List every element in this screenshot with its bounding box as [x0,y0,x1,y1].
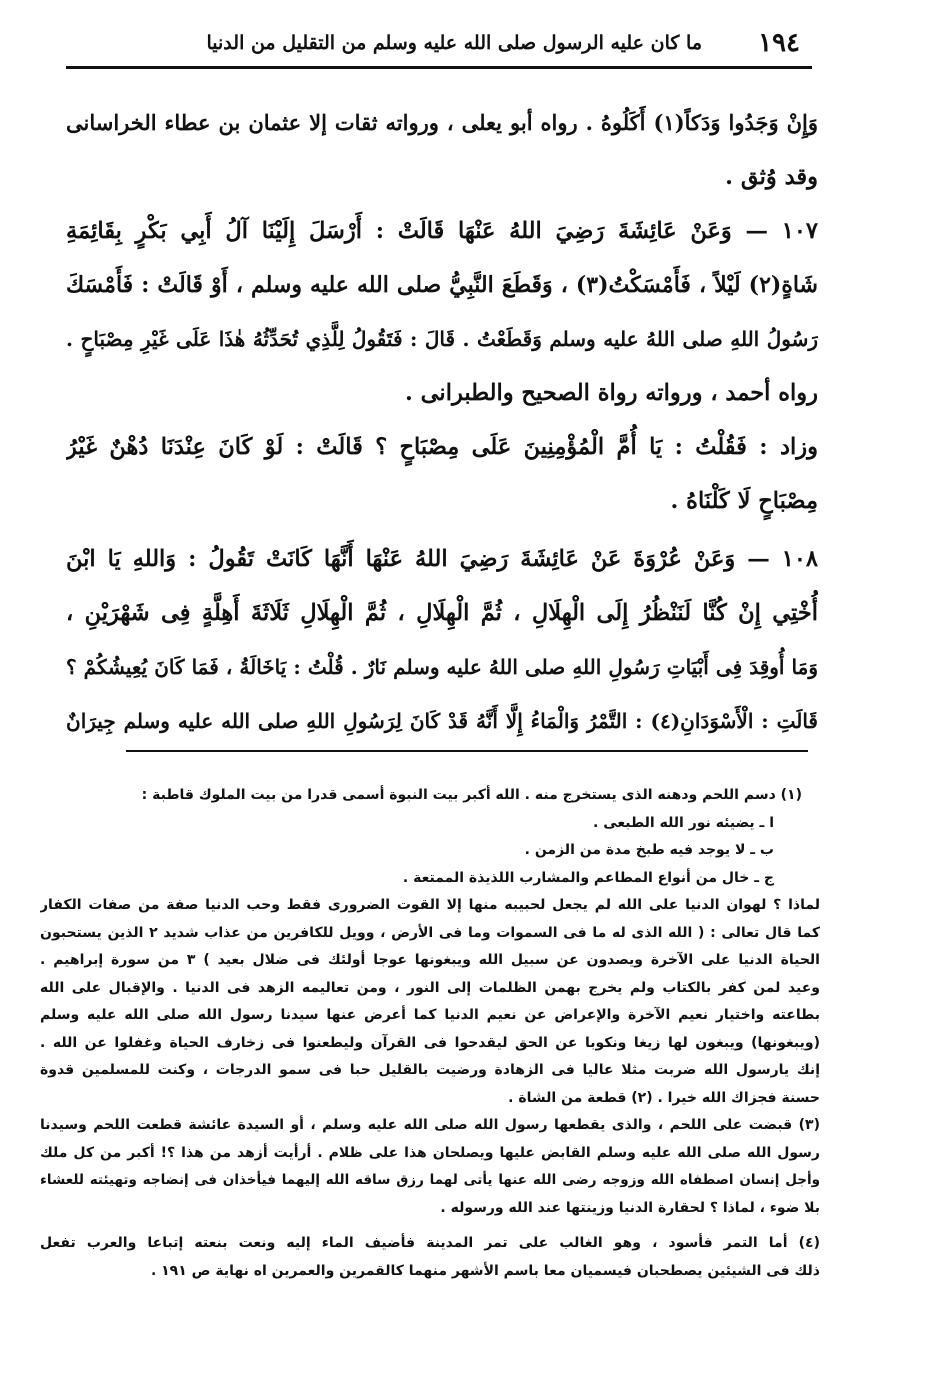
footnote-line: بطاعته واختيار نعيم الآخرة والإعراض عن نعيم الدنيا كما أعرض عنها سيدنا رسول الله صلى الله عليه وسلم [40,1007,820,1023]
footnote-line: ا ـ يضيئه نور الله الطبعى . [593,814,774,831]
footnote-1: (١) دسم اللحم ودهنه الذى يستخرج منه . الله أكبر بيت النبوة أسمى قدرا من بيت الملوك قاطبة : [141,787,802,803]
page-header [66,24,812,60]
footnote-line: ب ـ لا يوجد فيه طبخ مدة من الزمن . [524,842,774,858]
footnote-line: كما قال تعالى : ( الله الذى له ما فى السموات وما فى الأرض ، وويل للكافرين من عذاب شديد ٢ الذين يستحبون [40,924,820,941]
header-rule [66,66,812,69]
footnote-line: رسول الله صلى الله عليه وسلم القابض عليها ويصلحان هذا على ظلام . أرأيت أزهد من هذا ؟! أكبر من كل ملك [40,1144,820,1161]
hadith-108-start: ١٠٨ — وَعَنْ عُرْوَةَ عَنْ عَائِشَةَ رَضِيَ اللهُ عَنْهَا أَنَّهَا كَانَتْ تَقُولُ : وَاللهِ يَا ابْنَ [66,546,818,572]
body-line: قَالَتِ : الْأَسْوَدَانِ(٤) : التَّمْرُ وَالْمَاءُ إِلَّا أَنَّهُ قَدْ كَانَ لِرَسُولِ اللهِ صلى الله عليه وسلم جِيرَانٌ [66,709,818,733]
footnote-line: الحياة الدنيا على الآخرة ويصدون عن سبيل الله ويبغونها عوجا أولئك فى ضلال بعيد ) ٣ من سورة إبراهيم . [40,952,820,968]
footnote-line: ج ـ خال من أنواع المطاعم والمشارب اللذيذة الممتعة . [402,869,774,886]
footnotes [40,782,820,1285]
body-line: رَسُولُ اللهِ صلى اللهُ عليه وسلم وَقَطَعْتُ . قَالَ : فَتَقُولُ لِلَّذِي تُحَدِّثُهُ هٰذَا عَلَى غَيْرِ مِصْبَاحٍ . [66,327,818,351]
footnote-3: (٣) قبضت على اللحم ، والذى يقطعها رسول الله صلى الله عليه وسلم ، أو السيدة عائشة قطعت اللحم وسيدنا [40,1117,820,1133]
body-line: شَاةٍ(٢) لَيْلاً ، فَأَمْسَكْتُ(٣) ، وَقَطَعَ النَّبِيُّ صلى الله عليه وسلم ، أَوْ قَالَتْ : فَأَمْسَكَ [66,272,818,298]
footnote-line: (ويبغونها) ويبغون لها زيغا ونكوبا عن الحق ليقدحوا فى القرآن وليطعنوا فى زخارف الحياة وغفلوا عن الله . [40,1034,820,1051]
running-title: ما كان عليه الرسول صلى الله عليه وسلم من التقليل من الدنيا [206,32,702,54]
body-line: وَإِنْ وَجَدُوا وَدَكاً(١) أَكَلُوهُ . رواه أبو يعلى ، ورواته ثقات إلا عثمان بن عطاء الخراسانى [66,110,818,135]
footnote-line: وأجل إنسان اصطفاه الله وزوجه رضى الله عنها يأتى لهما رزق ساقه الله إليهما فيأخذان فى إنضاجه وتهيئته للعشاء [40,1172,820,1188]
footnote-line: إنك يارسول الله ضربت مثلا عاليا فى الزهادة ورضيت بالقليل حبا فى سمو الدرجات ، وكنت للمسلمين قدوة [40,1062,820,1078]
hadith-107-start: ١٠٧ — وَعَنْ عَائِشَةَ رَضِيَ اللهُ عَنْهَا قَالَتْ : أَرْسَلَ إِلَيْنَا آلُ أَبِي بَكْرٍ بِقَائِمَةِ [66,218,818,244]
footnote-line: ذلك فى الشيئين يصطحبان فيسميان معا باسم الأشهر منهما كالقمرين والعمرين اه نهاية ص ١٩١ . [150,1262,820,1279]
body-line: أُخْتِي إِنْ كُنَّا لَنَنْظُرُ إِلَى الْهِلَالِ ، ثُمَّ الْهِلَالِ ، ثُمَّ الْهِلَالِ ثَلَاثَةَ أَهِلَّةٍ فِى شَهْرَيْنِ ، [66,600,818,626]
body-line: وزاد : فَقُلْتُ : يَا أُمَّ الْمُؤْمِنِينَ عَلَى مِصْبَاحٍ ؟ قَالَتْ : لَوْ كَانَ عِنْدَنَا دُهْنٌ غَيْرُ [66,434,818,460]
footnote-line: وعيد لمن كفر بالكتاب ولم يخرج بهمن الظلمات إلى النور ، ومن تعاليمه الزهد فى الدنيا . والإقبال على الله [40,979,820,996]
footnote-4: (٤) أما التمر فأسود ، وهو الغالب على تمر المدينة فأضيف الماء إليه ونعت بنعته إتباعا والعرب تفعل [40,1235,820,1251]
footnote-line: لماذا ؟ لهوان الدنيا على الله لم يجعل لحبيبه منها إلا القوت الضرورى فقط وحب الدنيا صفة من صفات الكفار [40,897,820,913]
page-number: ١٩٤ [758,28,800,58]
body-line: وَمَا أُوقِدَ فِى أَبْيَاتِ رَسُولِ اللهِ صلى اللهُ عليه وسلم نَارٌ . قُلْتُ : يَاخَالَةُ ، فَمَا كَانَ يُعِيشُكُمْ ؟ [66,655,818,679]
footnote-rule [126,750,808,752]
body-line: وقد وُثق . [725,164,818,190]
body-line: رواه أحمد ، ورواته رواة الصحيح والطبرانى . [405,380,818,406]
footnote-line: بلا ضوء ، لماذا ؟ لحقارة الدنيا وزينتها عند الله ورسوله . [440,1199,820,1216]
body-line: مِصْبَاحٍ لَا كَلْنَاهُ . [670,488,818,514]
footnote-2: حسنة فجزاك الله خيرا . (٢) قطعة من الشاة . [508,1089,820,1106]
main-text [66,96,818,748]
